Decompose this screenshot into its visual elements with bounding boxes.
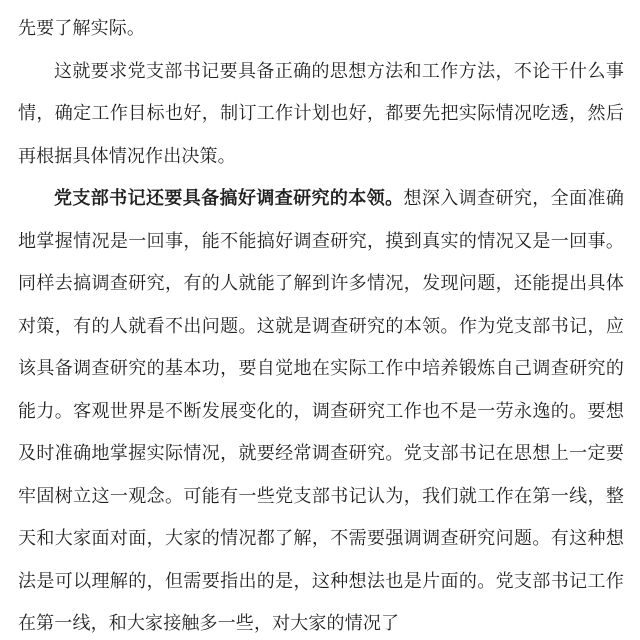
- document-body: [18, 8, 624, 640]
- paragraph-1: [18, 8, 624, 51]
- paragraph-2: [18, 51, 624, 179]
- paragraph-1-text: 先要了解实际。: [18, 18, 146, 39]
- paragraph-3-bold-lead: 党支部书记还要具备搞好调查研究的本领。: [54, 188, 404, 209]
- paragraph-3-text: 想深入调查研究，全面准确地掌握情况是一回事，能不能搞好调查研究，摸到真实的情况又是一回事。同样去搞调查研究，有的人就能了解到许多情况，发现问题，还能提出具体对策，有的人就看不出问题。这就是调查研究的本领。作为党支部书记，应该具备调查研究的基本功，要自觉地在实际工作中培养锻炼自己调查研究的能力。客观世界是不断发展变化的，调查研究工作也不是一劳永逸的。要想及时准确地掌握实际情况，就要经常调查研究。党支部书记在思想上一定要牢固树立这一观念。可能有一些党支部书记认为，我们就工作在第一线，整天和大家面对面，大家的情况都了解，不需要强调调查研究问题。有这种想法是可以理解的，但需要指出的是，这种想法也是片面的。党支部书记工作在第一线，和大家接触多一些，对大家的情况了: [18, 188, 624, 634]
- paragraph-2-text: 这就要求党支部书记要具备正确的思想方法和工作方法，不论干什么事情，确定工作目标也好，制订工作计划也好，都要先把实际情况吃透，然后再根据具体情况作出决策。: [18, 60, 624, 167]
- paragraph-3: [18, 178, 624, 640]
